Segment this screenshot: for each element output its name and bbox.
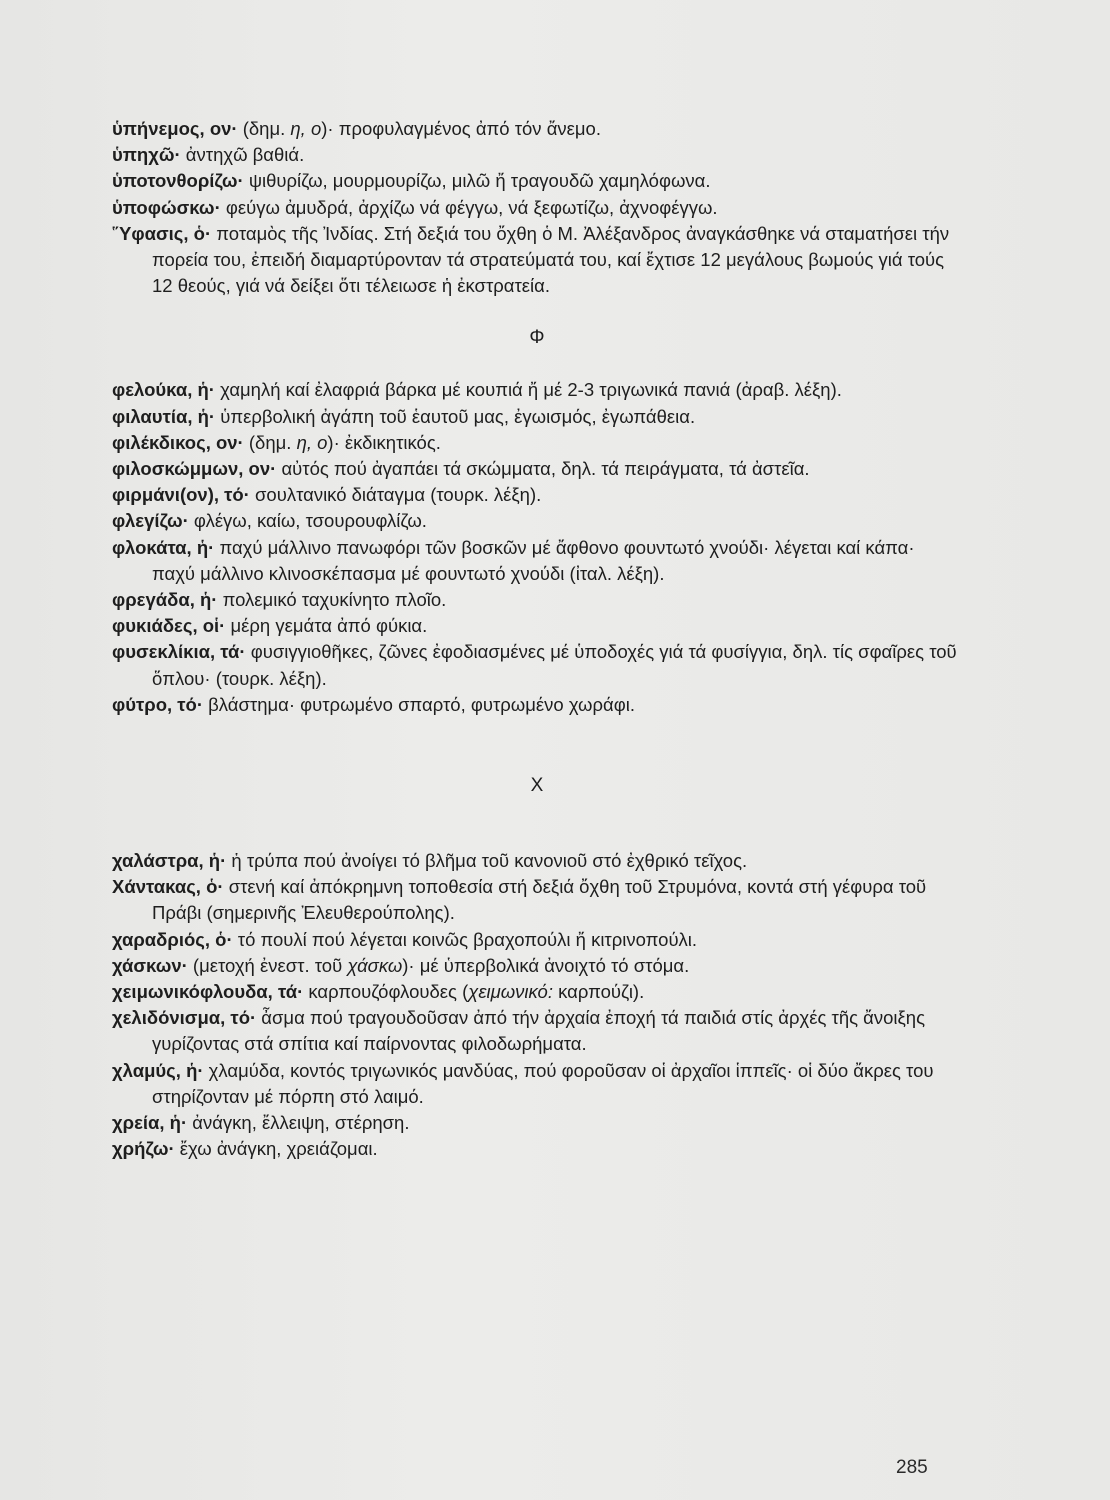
headword: φελούκα, ἡ· xyxy=(112,379,215,401)
section-letter-phi: Φ xyxy=(529,327,545,349)
entry xyxy=(112,221,962,300)
definition: αὐτός πού ἀγαπάει τά σκώμματα, δηλ. τά πειράγματα, τά ἀστεῖα. xyxy=(276,458,810,480)
entry xyxy=(112,639,962,691)
definition: (δημ. xyxy=(243,431,297,453)
headword: χειμωνικόφλουδα, τά· xyxy=(112,981,304,1003)
definition: στενή καί ἀπόκρημνη τοποθεσία στή δεξιά ὄχθη τοῦ Στρυμόνα, κοντά στή γέφυρα τοῦ Πράβι (σημερινῆς Ἐλευθερούπολης). xyxy=(152,876,927,924)
definition: ἔχω ἀνάγκη, χρειάζομαι. xyxy=(174,1138,378,1160)
headword: Χάντακας, ὁ· xyxy=(112,876,224,898)
definition: σουλτανικό διάταγμα (τουρκ. λέξη). xyxy=(249,484,542,506)
definition-tail: )· προφυλαγμένος ἀπό τόν ἄνεμο. xyxy=(321,118,601,139)
entry xyxy=(112,116,962,142)
definition: μέρη γεμάτα ἀπό φύκια. xyxy=(225,615,428,637)
definition: πολεμικό ταχυκίνητο πλοῖο. xyxy=(217,589,447,611)
headword: χλαμύς, ἡ· xyxy=(112,1059,204,1081)
headword: φλεγίζω· xyxy=(112,510,189,532)
entry xyxy=(112,482,962,508)
section-phi xyxy=(112,377,962,718)
headword: φυκιάδες, οἱ· xyxy=(112,615,226,637)
headword: χρεία, ἡ· xyxy=(112,1112,188,1134)
definition: (μετοχή ἐνεστ. τοῦ xyxy=(187,954,348,976)
headword: φιρμάνι(ον), τό· xyxy=(112,484,250,506)
headword: ὑποτονθορίζω· xyxy=(112,170,244,192)
entry xyxy=(112,692,962,718)
definition: παχύ μάλλινο πανωφόρι τῶν βοσκῶν μέ ἄφθονο φουντωτό χνούδι· λέγεται καί κάπα· παχύ μάλλινο κλινοσκέπασμα μέ φουντωτό χνούδι (ἰταλ. λέξη). xyxy=(152,536,915,584)
definition-tail: )· ἐκδικητικός. xyxy=(327,431,441,453)
headword: φιλέκδικος, ον· xyxy=(112,431,244,453)
headword: χαραδριός, ὁ· xyxy=(112,928,233,950)
entry xyxy=(112,195,962,221)
definition: ὑπερβολική ἀγάπη τοῦ ἑαυτοῦ μας, ἐγωισμός, ἐγωπάθεια. xyxy=(215,405,696,427)
section-letter-chi: Χ xyxy=(530,775,544,797)
section-upsilon xyxy=(112,116,962,299)
definition: φεύγω ἀμυδρά, ἀρχίζω νά φέγγω, νά ξεφωτίζω, ἀχνοφέγγω. xyxy=(220,196,718,218)
headword: φρεγάδα, ἡ· xyxy=(112,589,218,611)
headword: φιλαυτία, ἡ· xyxy=(112,405,216,427)
entry xyxy=(112,1005,962,1057)
definition: ἆσμα πού τραγουδοῦσαν ἀπό τήν ἀρχαία ἐποχή τά παιδιά στίς ἀρχές τῆς ἄνοιξης γυρίζοντας στά σπίτια καί παίρνοντας φιλοδωρήματα. xyxy=(152,1007,926,1055)
entry xyxy=(112,1058,962,1110)
headword: χρήζω· xyxy=(112,1138,175,1160)
entry xyxy=(112,874,962,926)
entry xyxy=(112,927,962,953)
entry xyxy=(112,142,962,168)
page-number: 285 xyxy=(896,1457,928,1478)
headword: φλοκάτα, ἡ· xyxy=(112,536,215,558)
definition: τό πουλί πού λέγεται κοινῶς βραχοπούλι ἤ κιτρινοπούλι. xyxy=(232,928,698,950)
headword: ὑπήνεμος, ον· xyxy=(112,118,238,139)
entry-column xyxy=(112,116,962,1163)
definition-italic: η, ο xyxy=(296,431,328,453)
entry xyxy=(112,587,962,613)
definition-italic: η, ο xyxy=(290,118,322,139)
headword: χάσκων· xyxy=(112,954,188,976)
entry xyxy=(112,953,962,979)
headword: φύτρο, τό· xyxy=(112,693,204,715)
entry xyxy=(112,613,962,639)
entry xyxy=(112,404,962,430)
entry xyxy=(112,430,962,456)
entry xyxy=(112,508,962,534)
definition: φυσιγγιοθῆκες, ζῶνες ἐφοδιασμένες μέ ὑποδοχές γιά τά φυσίγγια, δηλ. τίς σφαῖρες τοῦ ὅπλου· (τουρκ. λέξη). xyxy=(152,641,957,689)
definition: ἡ τρύπα πού ἀνοίγει τό βλῆμα τοῦ κανονιοῦ στό ἐχθρικό τεῖχος. xyxy=(226,850,748,872)
headword: χαλάστρα, ἡ· xyxy=(112,850,227,872)
definition: φλέγω, καίω, τσουρουφλίζω. xyxy=(188,510,427,532)
definition-tail: καρπούζι). xyxy=(552,981,645,1003)
definition: χλαμύδα, κοντός τριγωνικός μανδύας, πού φοροῦσαν οἱ ἀρχαῖοι ἱππεῖς· οἱ δύο ἄκρες του στηρίζονταν μέ πόρπη στό λαιμό. xyxy=(152,1059,934,1107)
entry xyxy=(112,168,962,194)
entry xyxy=(112,1136,962,1162)
headword: χελιδόνισμα, τό· xyxy=(112,1007,257,1029)
definition: καρπουζόφλουδες ( xyxy=(303,981,469,1003)
definition-tail: )· μέ ὑπερβολικά ἀνοιχτό τό στόμα. xyxy=(402,954,690,976)
headword: ὑποφώσκω· xyxy=(112,196,221,218)
definition: χαμηλή καί ἐλαφριά βάρκα μέ κουπιά ἤ μέ 2-3 τριγωνικά πανιά (ἀραβ. λέξη). xyxy=(214,379,842,401)
definition-italic: χειμωνικό: xyxy=(468,981,553,1003)
headword: ὑπηχῶ· xyxy=(112,144,181,166)
entry xyxy=(112,979,962,1005)
entry xyxy=(112,377,962,403)
definition: (δημ. xyxy=(237,118,291,139)
definition: ἀντηχῶ βαθιά. xyxy=(180,144,305,166)
definition: ἀνάγκη, ἔλλειψη, στέρηση. xyxy=(187,1112,410,1134)
headword: φιλοσκώμμων, ον· xyxy=(112,458,277,480)
definition-italic: χάσκω xyxy=(347,954,403,976)
entry xyxy=(112,1110,962,1136)
entry xyxy=(112,456,962,482)
headword: Ὕφασις, ὁ· xyxy=(112,222,212,244)
definition: βλάστημα· φυτρωμένο σπαρτό, φυτρωμένο χωράφι. xyxy=(203,693,635,715)
entry xyxy=(112,848,962,874)
definition: ποταμὸς τῆς Ἰνδίας. Στή δεξιά του ὄχθη ὁ Μ. Ἀλέξανδρος ἀναγκάσθηκε νά σταματήσει τήν πορεία του, ἐπειδή διαμαρτύρονταν τά στρατεύματά του, καί ἔχτισε 12 μεγάλους βωμούς γιά τούς 12 θεούς, γιά νά δείξει ὅτι τέλειωσε ἡ ἐκστρατεία. xyxy=(152,222,950,297)
definition: ψιθυρίζω, μουρμουρίζω, μιλῶ ἤ τραγουδῶ χαμηλόφωνα. xyxy=(243,170,711,192)
section-chi xyxy=(112,848,962,1162)
entry xyxy=(112,535,962,587)
headword: φυσεκλίκια, τά· xyxy=(112,641,246,663)
